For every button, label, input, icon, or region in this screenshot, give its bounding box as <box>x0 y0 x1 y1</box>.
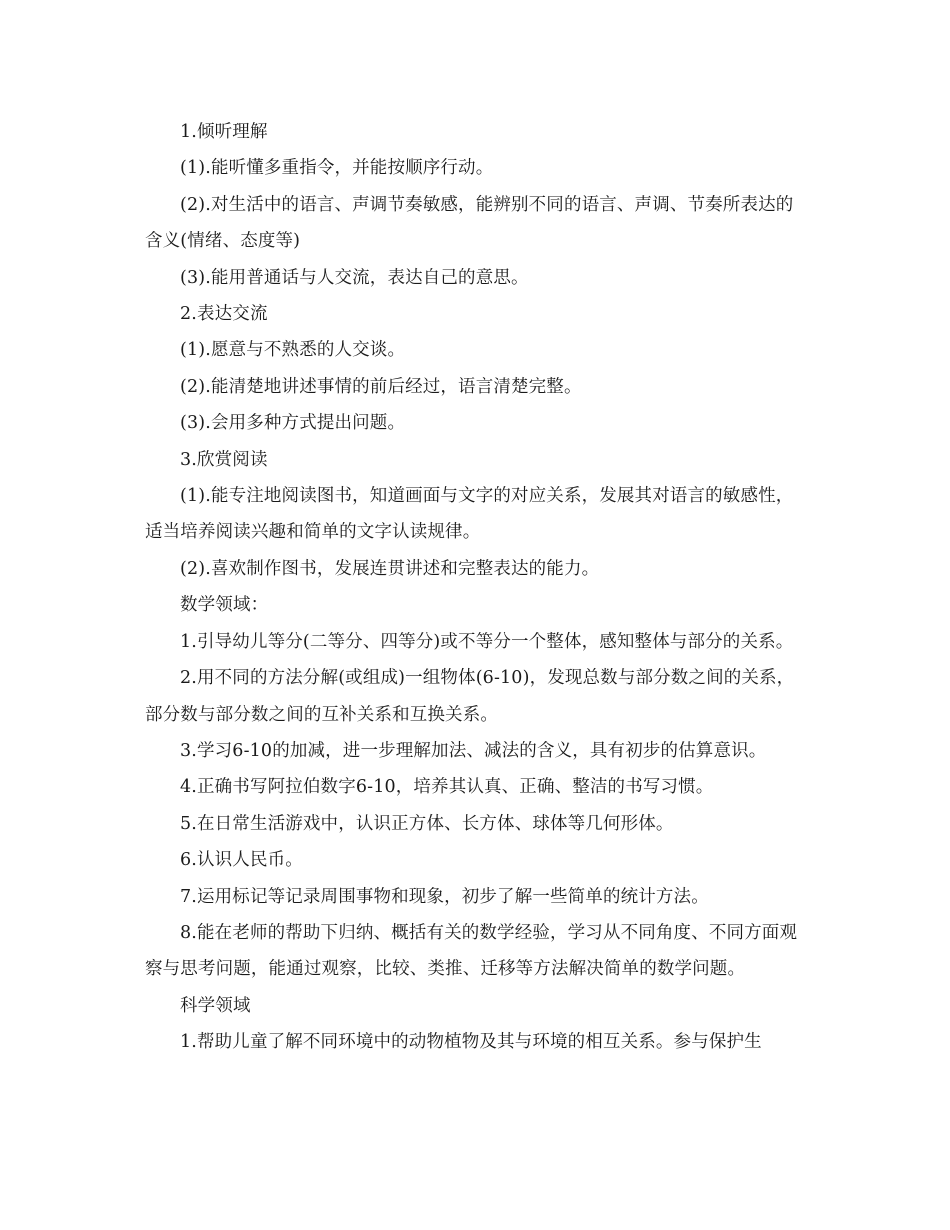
paragraph: (3).会用多种方式提出问题。 <box>180 413 406 434</box>
paragraph: (3).能用普通话与人交流，表达自己的意思。 <box>180 267 529 288</box>
paragraph: 4.正确书写阿拉伯数字6-10，培养其认真、正确、整洁的书写习惯。 <box>180 777 714 798</box>
paragraph: 8.能在老师的帮助下归纳、概括有关的数学经验，学习从不同角度、不同方面观察与思考问题，能通过观察，比较、类推、迁移等方法解决简单的数学问题。 <box>145 922 798 980</box>
section-heading-listening: 1.倾听理解 <box>180 122 268 142</box>
section-heading-math: 数学领域： <box>180 595 269 616</box>
paragraph: 7.运用标记等记录周围事物和现象，初步了解一些简单的统计方法。 <box>180 886 709 907</box>
paragraph: (1).能听懂多重指令，并能按顺序行动。 <box>180 158 494 179</box>
paragraph: (1).能专注地阅读图书，知道画面与文字的对应关系，发展其对语言的敏感性，适当培养阅读兴趣和简单的文字认读规律。 <box>145 486 794 543</box>
paragraph: (2).能清楚地讲述事情的前后经过，语言清楚完整。 <box>180 376 582 397</box>
paragraph: (1).愿意与不熟悉的人交谈。 <box>180 340 406 361</box>
paragraph: 1.帮助儿童了解不同环境中的动物植物及其与环境的相互关系。参与保护生 <box>180 1032 762 1053</box>
paragraph: 3.学习6-10的加减，进一步理解加法、减法的含义，具有初步的估算意识。 <box>180 740 767 761</box>
document-body <box>145 114 810 1061</box>
section-heading-reading: 3.欣赏阅读 <box>180 449 268 470</box>
paragraph: 1.引导幼儿等分(二等分、四等分)或不等分一个整体，感知整体与部分的关系。 <box>180 631 794 652</box>
paragraph: 5.在日常生活游戏中，认识正方体、长方体、球体等几何形体。 <box>180 813 674 834</box>
section-heading-expression: 2.表达交流 <box>180 304 268 325</box>
paragraph: 6.认识人民币。 <box>180 850 303 871</box>
paragraph: 2.用不同的方法分解(或组成)一组物体(6-10)，发现总数与部分数之间的关系，部分数与部分数之间的互补关系和互换关系。 <box>145 668 795 725</box>
paragraph: (2).对生活中的语言、声调节奏敏感，能辨别不同的语言、声调、节奏所表达的含义(情绪、态度等) <box>145 194 794 252</box>
paragraph: (2).喜欢制作图书，发展连贯讲述和完整表达的能力。 <box>180 558 600 579</box>
section-heading-science: 科学领域 <box>180 995 251 1016</box>
